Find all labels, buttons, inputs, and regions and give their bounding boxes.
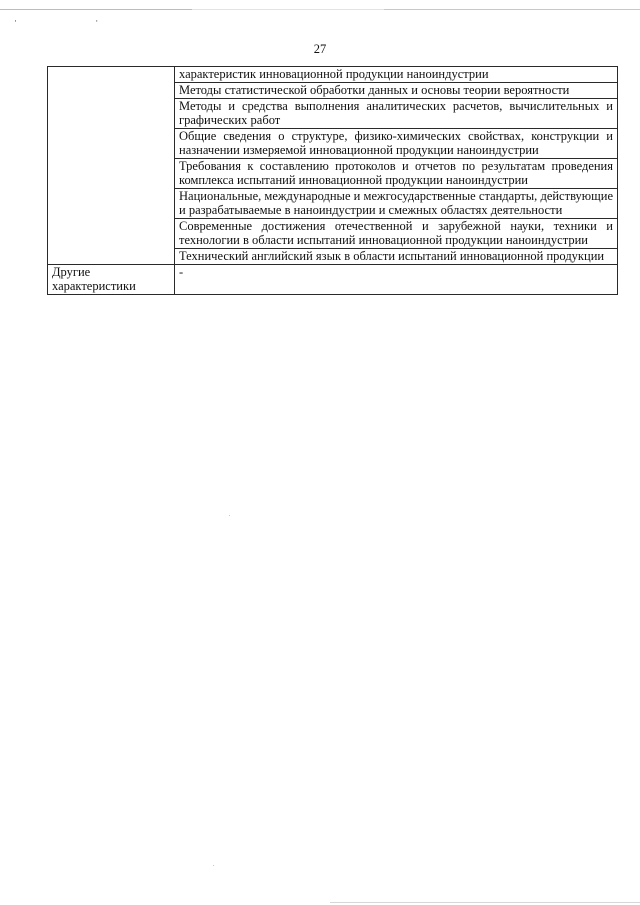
scan-edge-line (330, 902, 640, 903)
scan-speck (229, 515, 230, 516)
requirement-cell: Требования к составлению протоколов и отчетов по результатам проведения комплекса испытаний инновационной продукции наноиндустрии (175, 159, 618, 189)
requirement-cell: характеристик инновационной продукции наноиндустрии (175, 67, 618, 83)
requirement-cell: Методы и средства выполнения аналитических расчетов, вычислительных и графических работ (175, 99, 618, 129)
other-characteristics-value: - (175, 265, 618, 295)
knowledge-table (47, 66, 618, 295)
other-characteristics-row (48, 265, 618, 295)
requirement-cell: Национальные, международные и межгосударственные стандарты, действующие и разрабатываемые в наноиндустрии и смежных областях деятельности (175, 189, 618, 219)
page-number: 27 (313, 42, 327, 56)
requirement-cell: Общие сведения о структуре, физико-химических свойствах, конструкции и назначении измеряемой инновационной продукции наноиндустрии (175, 129, 618, 159)
table-row (48, 67, 618, 83)
section-label-cell (48, 67, 175, 265)
scan-edge-line (0, 9, 640, 10)
requirement-cell: Методы статистической обработки данных и основы теории вероятности (175, 83, 618, 99)
scan-marks: · · (14, 16, 137, 26)
scan-speck (213, 865, 214, 866)
requirement-cell: Технический английский язык в области испытаний инновационной продукции (175, 249, 618, 265)
other-characteristics-label: Другие характеристики (48, 265, 175, 295)
requirement-cell: Современные достижения отечественной и зарубежной науки, техники и технологии в области испытаний инновационной продукции наноиндустрии (175, 219, 618, 249)
